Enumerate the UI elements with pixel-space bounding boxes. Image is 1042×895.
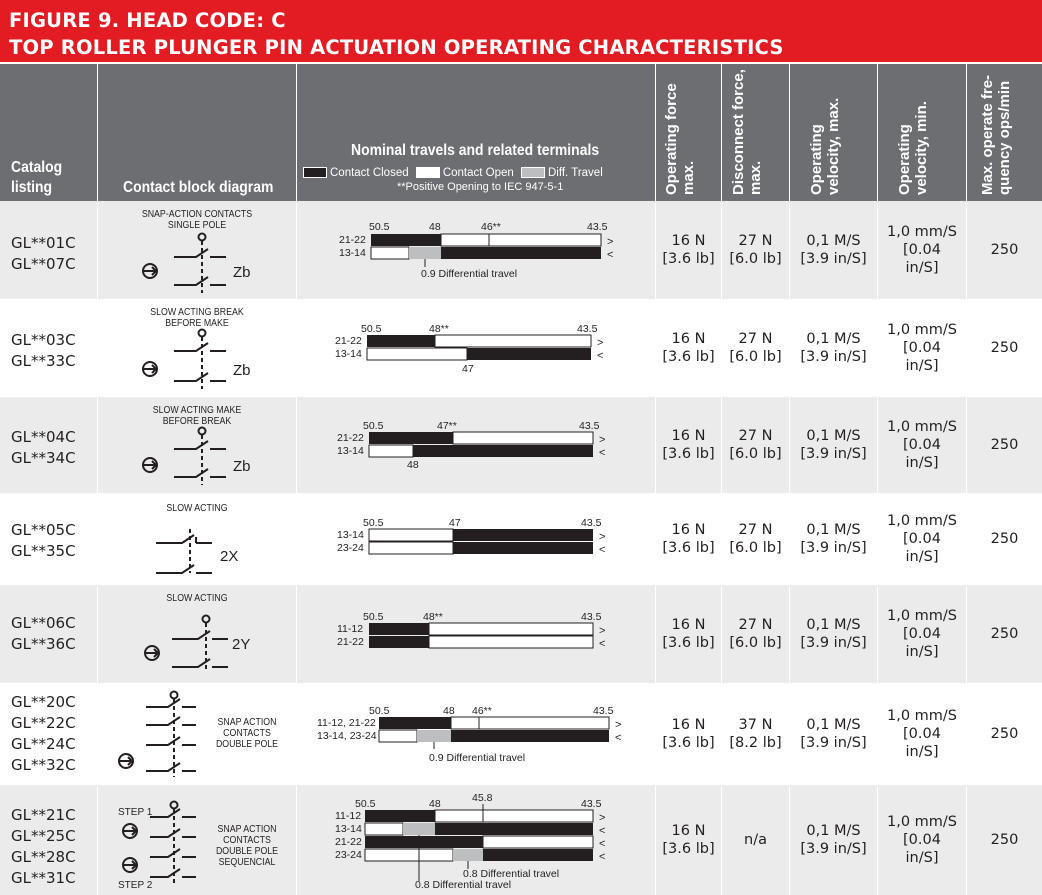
svg-text:45.8: 45.8 xyxy=(472,792,493,804)
svg-text:>: > xyxy=(597,337,604,349)
contact-block-diagram: SLOW ACTING 2X xyxy=(98,493,296,585)
switch-symbol xyxy=(98,585,296,683)
positive-opening-note: **Positive Opening to IEC 947-5-1 xyxy=(397,181,564,193)
legend-diff: Diff. Travel xyxy=(521,167,603,179)
nominal-travel-chart xyxy=(297,201,655,299)
svg-text:STEP 1: STEP 1 xyxy=(118,807,153,818)
figure-title-line1: FIGURE 9. HEAD CODE: C xyxy=(9,9,286,32)
disconnect-force: 27 N [6.0 lb] xyxy=(729,617,782,651)
velocity-min: 1,0 mm/S [0.04 in/S] xyxy=(886,608,957,660)
svg-text:<: < xyxy=(599,838,606,850)
max-operate-frequency: 250 xyxy=(990,340,1019,356)
max-operate-frequency: 250 xyxy=(990,626,1019,642)
svg-text:23-24: 23-24 xyxy=(335,849,362,861)
svg-text:<: < xyxy=(615,732,622,744)
header-contact-block: Contact block diagram xyxy=(98,64,296,201)
svg-text:50.5: 50.5 xyxy=(361,323,382,335)
nominal-travel-chart xyxy=(297,785,655,895)
contact-block-diagram: SLOW ACTING 2Y xyxy=(98,585,296,683)
catalog-listing: GL**05C GL**35C xyxy=(11,521,76,560)
column-divider xyxy=(966,64,967,895)
svg-text:13-14: 13-14 xyxy=(337,445,364,457)
operating-force: 16 N [3.6 lb] xyxy=(662,331,715,365)
contact-block-diagram: SNAP ACTION CONTACTS DOUBLE POLE xyxy=(98,683,296,785)
operating-force: 16 N [3.6 lb] xyxy=(662,717,715,751)
disconnect-force: n/a xyxy=(744,832,767,848)
svg-text:43.5: 43.5 xyxy=(581,517,602,529)
column-divider xyxy=(97,64,98,895)
velocity-min: 1,0 mm/S [0.04 in/S] xyxy=(886,708,957,760)
svg-text:>: > xyxy=(599,625,606,637)
svg-text:13-14, 23-24: 13-14, 23-24 xyxy=(317,730,377,742)
svg-text:47: 47 xyxy=(462,363,474,375)
svg-text:50.5: 50.5 xyxy=(363,517,384,529)
velocity-min: 1,0 mm/S [0.04 in/S] xyxy=(886,814,957,866)
disconnect-force: 37 N [8.2 lb] xyxy=(729,717,782,751)
operating-force: 16 N [3.6 lb] xyxy=(662,823,715,857)
svg-text:23-24: 23-24 xyxy=(337,542,364,554)
svg-text:43.5: 43.5 xyxy=(593,705,614,717)
column-divider xyxy=(789,64,790,895)
contact-block-diagram: SLOW ACTING BREAK BEFORE MAKE Zb xyxy=(98,299,296,397)
switch-symbol xyxy=(98,201,296,299)
svg-text:43.5: 43.5 xyxy=(579,420,600,432)
velocity-max: 0,1 M/S [3.9 in/S] xyxy=(800,428,867,462)
svg-text:50.5: 50.5 xyxy=(363,611,384,623)
svg-text:21-22: 21-22 xyxy=(335,836,362,848)
svg-text:<: < xyxy=(599,447,606,459)
svg-text:43.5: 43.5 xyxy=(577,323,598,335)
svg-text:>: > xyxy=(615,719,622,731)
switch-symbol xyxy=(98,493,296,585)
table-row xyxy=(0,397,1042,493)
catalog-listing: GL**20C GL**22C GL**24C GL**32C xyxy=(11,693,76,774)
switch-symbol xyxy=(98,397,296,493)
svg-text:48**: 48** xyxy=(429,323,449,335)
velocity-max: 0,1 M/S [3.9 in/S] xyxy=(800,823,867,857)
svg-text:47: 47 xyxy=(449,517,461,529)
figure-title-bar xyxy=(0,0,1042,62)
svg-text:<: < xyxy=(599,544,606,556)
svg-text:48**: 48** xyxy=(423,611,443,623)
svg-text:50.5: 50.5 xyxy=(355,798,376,810)
svg-text:43.5: 43.5 xyxy=(581,611,602,623)
velocity-max: 0,1 M/S [3.9 in/S] xyxy=(800,522,867,556)
header-max-operate-frequency: Max. operate fre- quency ops/min xyxy=(967,64,1042,201)
disconnect-force: 27 N [6.0 lb] xyxy=(729,331,782,365)
velocity-min: 1,0 mm/S [0.04 in/S] xyxy=(886,224,957,276)
svg-text:>: > xyxy=(607,236,614,248)
column-divider xyxy=(655,64,656,895)
table-row xyxy=(0,493,1042,585)
svg-text:13-14: 13-14 xyxy=(335,823,362,835)
velocity-min: 1,0 mm/S [0.04 in/S] xyxy=(886,322,957,374)
table-row xyxy=(0,585,1042,683)
svg-text:48: 48 xyxy=(443,705,455,717)
svg-text:Zb: Zb xyxy=(233,458,251,475)
svg-text:>: > xyxy=(599,434,606,446)
svg-text:11-12: 11-12 xyxy=(337,623,364,635)
svg-text:2Y: 2Y xyxy=(232,636,251,653)
velocity-max: 0,1 M/S [3.9 in/S] xyxy=(800,331,867,365)
svg-text:0.8 Differential travel: 0.8 Differential travel xyxy=(415,879,512,891)
nominal-travel-chart xyxy=(297,397,655,493)
disconnect-force: 27 N [6.0 lb] xyxy=(729,428,782,462)
disconnect-force: 27 N [6.0 lb] xyxy=(729,522,782,556)
svg-text:STEP 2: STEP 2 xyxy=(118,880,153,891)
svg-text:Zb: Zb xyxy=(233,264,251,281)
svg-text:50.5: 50.5 xyxy=(363,420,384,432)
table-row xyxy=(0,299,1042,397)
column-divider xyxy=(296,64,297,895)
svg-text:48: 48 xyxy=(429,798,441,810)
operating-force: 16 N [3.6 lb] xyxy=(662,617,715,651)
nominal-travel-chart xyxy=(297,683,655,785)
catalog-listing: GL**06C GL**36C xyxy=(11,614,76,653)
velocity-max: 0,1 M/S [3.9 in/S] xyxy=(800,617,867,651)
operating-force: 16 N [3.6 lb] xyxy=(662,233,715,267)
svg-text:<: < xyxy=(599,851,606,863)
svg-text:<: < xyxy=(599,825,606,837)
table-row xyxy=(0,785,1042,895)
header-velocity-max: Operating velocity, max. xyxy=(790,64,877,201)
figure-title-line2: TOP ROLLER PLUNGER PIN ACTUATION OPERATING CHARACTERISTICS xyxy=(9,36,784,59)
svg-text:50.5: 50.5 xyxy=(369,705,390,717)
nominal-travel-chart xyxy=(297,299,655,397)
velocity-min: 1,0 mm/S [0.04 in/S] xyxy=(886,513,957,565)
svg-text:43.5: 43.5 xyxy=(587,221,608,233)
contact-block-diagram: SLOW ACTING MAKE BEFORE BREAK Zb xyxy=(98,397,296,493)
contact-block-diagram: SNAP-ACTION CONTACTS SINGLE POLE Zb xyxy=(98,201,296,299)
svg-text:13-14: 13-14 xyxy=(335,348,362,360)
svg-text:2X: 2X xyxy=(220,548,239,565)
svg-text:43.5: 43.5 xyxy=(581,798,602,810)
column-divider xyxy=(877,64,878,895)
velocity-max: 0,1 M/S [3.9 in/S] xyxy=(800,233,867,267)
table-row xyxy=(0,201,1042,299)
svg-text:Zb: Zb xyxy=(233,362,251,379)
nominal-travel-chart xyxy=(297,585,655,683)
nominal-travel-chart xyxy=(297,493,655,585)
velocity-max: 0,1 M/S [3.9 in/S] xyxy=(800,717,867,751)
catalog-listing: GL**21C GL**25C GL**28C GL**31C xyxy=(11,806,76,887)
svg-text:46**: 46** xyxy=(481,221,501,233)
max-operate-frequency: 250 xyxy=(990,832,1019,848)
svg-text:0.9 Differential travel: 0.9 Differential travel xyxy=(429,752,526,764)
contact-block-diagram: STEP 1 STEP 2 SNAP ACTION CONTACTS DOUBLE POLE SEQUENCIAL xyxy=(98,785,296,895)
max-operate-frequency: 250 xyxy=(990,242,1019,258)
max-operate-frequency: 250 xyxy=(990,531,1019,547)
catalog-listing: GL**01C GL**07C xyxy=(11,234,76,273)
max-operate-frequency: 250 xyxy=(990,726,1019,742)
header-operating-force: Operating force max. xyxy=(656,64,721,201)
svg-text:46**: 46** xyxy=(472,705,492,717)
legend-closed: Contact Closed xyxy=(303,167,409,179)
svg-text:21-22: 21-22 xyxy=(339,234,366,246)
velocity-min: 1,0 mm/S [0.04 in/S] xyxy=(886,419,957,471)
svg-text:21-22: 21-22 xyxy=(337,432,364,444)
svg-text:0.8 Differential travel: 0.8 Differential travel xyxy=(463,868,560,880)
header-catalog: Catalog listing xyxy=(0,64,97,201)
switch-symbol xyxy=(98,299,296,397)
max-operate-frequency: 250 xyxy=(990,437,1019,453)
svg-text:>: > xyxy=(599,812,606,824)
svg-text:21-22: 21-22 xyxy=(337,636,364,648)
svg-text:13-14: 13-14 xyxy=(337,529,364,541)
svg-text:21-22: 21-22 xyxy=(335,335,362,347)
header-disconnect-force: Disconnect force, max. xyxy=(722,64,789,201)
legend xyxy=(303,167,603,179)
svg-text:48: 48 xyxy=(407,459,419,471)
svg-text:11-12: 11-12 xyxy=(335,810,362,822)
header-velocity-min: Operating velocity, min. xyxy=(878,64,966,201)
svg-text:0.9 Differential travel: 0.9 Differential travel xyxy=(421,268,518,280)
svg-text:13-14: 13-14 xyxy=(339,247,366,259)
header-nominal-travels: Nominal travels and related terminals Contact Closed Contact Open Diff. Travel **Positive Opening to IEC 947-5-1 xyxy=(297,64,655,201)
svg-text:<: < xyxy=(597,350,604,362)
svg-text:47**: 47** xyxy=(437,420,457,432)
table-row xyxy=(0,683,1042,785)
operating-force: 16 N [3.6 lb] xyxy=(662,428,715,462)
column-divider xyxy=(721,64,722,895)
svg-text:<: < xyxy=(607,249,614,261)
svg-text:48: 48 xyxy=(429,221,441,233)
catalog-listing: GL**04C GL**34C xyxy=(11,428,76,467)
catalog-listing: GL**03C GL**33C xyxy=(11,331,76,370)
legend-open: Contact Open xyxy=(416,167,514,179)
svg-text:50.5: 50.5 xyxy=(369,221,390,233)
operating-force: 16 N [3.6 lb] xyxy=(662,522,715,556)
svg-text:11-12, 21-22: 11-12, 21-22 xyxy=(317,717,376,729)
disconnect-force: 27 N [6.0 lb] xyxy=(729,233,782,267)
svg-text:>: > xyxy=(599,531,606,543)
svg-text:<: < xyxy=(599,638,606,650)
